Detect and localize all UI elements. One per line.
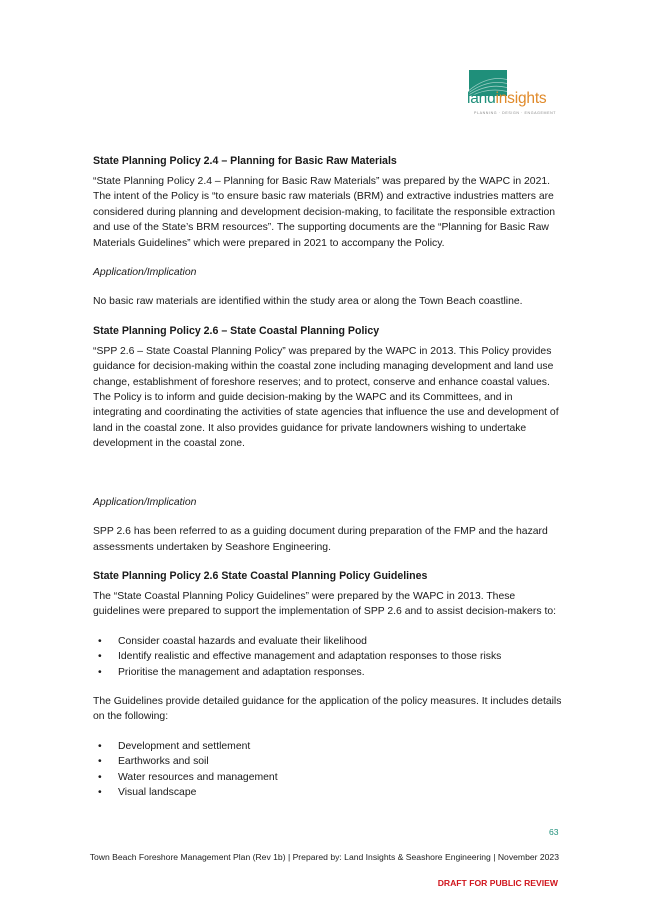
list-item: • Development and settlement <box>93 739 563 754</box>
bullet-list <box>93 739 563 801</box>
logo-tagline: PLANNING · DESIGN · ENGAGEMENT <box>474 111 557 115</box>
list-item: • Identify realistic and effective management and adaptation responses to those risks <box>93 649 563 664</box>
application-body: SPP 2.6 has been referred to as a guiding document during preparation of the FMP and the hazard assessments undertaken by Seashore Engineering. <box>93 526 548 553</box>
section-body-spp-2-6: “SPP 2.6 – State Coastal Planning Policy” was prepared by the WAPC in 2013. This Policy provides guidance for decision-making within the coastal zone including managing development and land use change, establishment of foreshore reserves; and to protect, conserve and enhance coastal values. The Policy is to inform and guide decision-making by the WAPC and its Committees, and in integrating and coordinating the activities of state agencies that influence the use and development of land in the coastal zone. It also provides guidance for private landowners wishing to undertake development in the coastal zone. <box>93 345 559 450</box>
section-heading-spp-2-6: State Planning Policy 2.6 – State Coastal Planning Policy <box>93 324 380 337</box>
list-item: • Water resources and management <box>93 770 563 785</box>
section-heading-spp-2-4: State Planning Policy 2.4 – Planning for Basic Raw Materials <box>93 155 397 167</box>
list-item: • Prioritise the management and adaptation responses. <box>93 665 563 680</box>
logo-wordmark: landinsights <box>467 90 547 107</box>
bullet-list <box>93 634 563 680</box>
list-item: • Visual landscape <box>93 785 563 800</box>
section-body-guidelines: The “State Coastal Planning Policy Guidelines” were prepared by the WAPC in 2013. These guidelines were prepared to support the implementation of SPP 2.6 and to assist decision-makers to: <box>93 590 557 618</box>
list-item: • Earthworks and soil <box>93 754 563 769</box>
footer-text: Town Beach Foreshore Management Plan (Rev 1b) | Prepared by: Land Insights & Seashore Engineering | November 2023 <box>89 852 559 862</box>
document-body <box>93 154 563 814</box>
application-label: Application/Implication <box>93 267 197 279</box>
land-insights-logo <box>467 70 562 118</box>
application-body: No basic raw materials are identified within the study area or along the Town Beach coastline. <box>93 296 523 308</box>
section-heading-spp-2-6-guidelines: State Planning Policy 2.6 State Coastal Planning Policy Guidelines <box>93 569 428 582</box>
application-label: Application/Implication <box>93 496 197 508</box>
draft-notice: DRAFT FOR PUBLIC REVIEW <box>437 878 558 888</box>
section-body-guidelines-details: The Guidelines provide detailed guidance for the application of the policy measures. It includes details on the following: <box>93 695 562 723</box>
page-number: 63 <box>549 827 559 837</box>
section-body-spp-2-4: “State Planning Policy 2.4 – Planning for Basic Raw Materials” was prepared by the WAPC in 2021. The intent of the Policy is “to ensure basic raw materials (BRM) and extractive industries matters are considered during planning and development decision-making, to facilitate the responsible extraction and use of the State’s BRM resources”. The supporting documents are the “Planning for Basic Raw Materials Guidelines” which were prepared in 2021 to accompany the Policy. <box>93 176 556 249</box>
list-item: • Consider coastal hazards and evaluate their likelihood <box>93 634 563 649</box>
